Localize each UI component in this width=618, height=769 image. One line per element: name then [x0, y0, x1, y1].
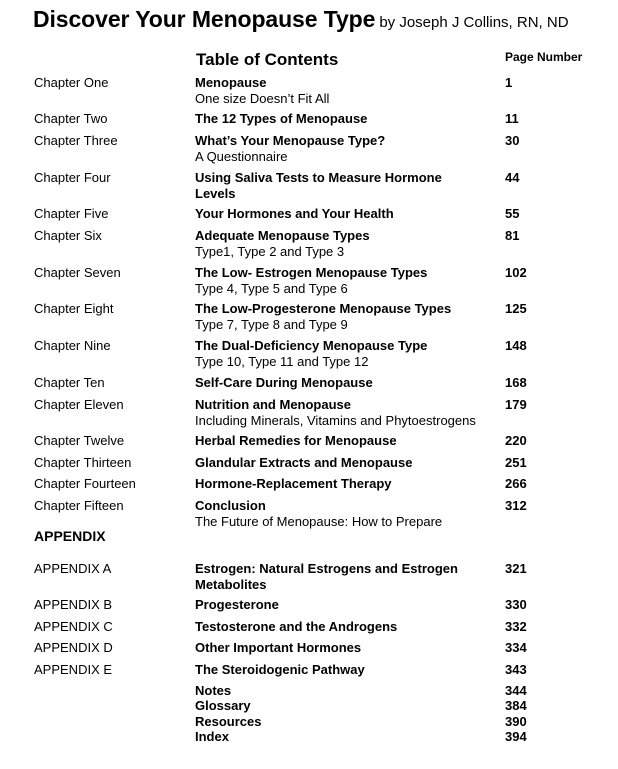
appendix-label: APPENDIX D	[34, 640, 113, 655]
appendix-label: APPENDIX C	[34, 619, 113, 634]
chapter-title: Glandular Extracts and Menopause	[195, 455, 413, 470]
appendix-entry	[195, 619, 490, 635]
chapter-entry	[195, 433, 490, 449]
chapter-page-number: 266	[505, 476, 527, 491]
document-title-line	[33, 6, 569, 33]
appendix-label: APPENDIX E	[34, 662, 113, 677]
chapter-subtitle: One size Doesn’t Fit All	[195, 90, 330, 106]
chapter-label: Chapter Twelve	[34, 433, 125, 448]
appendix-page-number: 334	[505, 640, 527, 655]
appendix-entry	[195, 561, 480, 592]
back-matter-page-number: 390	[505, 714, 527, 729]
chapter-label: Chapter Ten	[34, 375, 105, 390]
chapter-entry	[195, 206, 490, 222]
chapter-label: Chapter Fifteen	[34, 498, 124, 513]
chapter-entry	[195, 170, 465, 201]
chapter-label: Chapter Six	[34, 228, 102, 243]
chapter-title: What’s Your Menopause Type?	[195, 133, 386, 148]
back-matter-title: Notes	[195, 683, 232, 698]
back-matter-entry	[195, 729, 490, 744]
chapter-page-number: 1	[505, 75, 513, 90]
chapter-title: The Low-Progesterone Menopause Types	[195, 301, 452, 316]
chapter-subtitle: Type 10, Type 11 and Type 12	[195, 353, 369, 369]
back-matter-page-number: 384	[505, 698, 527, 713]
chapter-title: Self-Care During Menopause	[195, 375, 373, 390]
chapter-entry	[195, 338, 490, 369]
appendix-title: The Steroidogenic Pathway	[195, 662, 365, 677]
chapter-title: Menopause	[195, 75, 267, 90]
appendix-page-number: 321	[505, 561, 527, 576]
chapter-title: The Dual-Deficiency Menopause Type	[195, 338, 428, 353]
chapter-entry	[195, 228, 490, 259]
chapter-entry	[195, 498, 490, 529]
chapter-subtitle: Type 7, Type 8 and Type 9	[195, 316, 348, 332]
chapter-subtitle: Type 4, Type 5 and Type 6	[195, 280, 348, 296]
chapter-page-number: 312	[505, 498, 527, 513]
back-matter-entry	[195, 683, 490, 698]
chapter-entry	[195, 476, 490, 492]
chapter-title: Your Hormones and Your Health	[195, 206, 394, 221]
chapter-page-number: 55	[505, 206, 520, 221]
chapter-label: Chapter Four	[34, 170, 111, 185]
chapter-subtitle: Type1, Type 2 and Type 3	[195, 243, 345, 259]
chapter-entry	[195, 111, 490, 127]
chapter-page-number: 179	[505, 397, 527, 412]
chapter-title: Hormone-Replacement Therapy	[195, 476, 392, 491]
chapter-label: Chapter Eleven	[34, 397, 124, 412]
chapter-page-number: 220	[505, 433, 527, 448]
chapter-title: Herbal Remedies for Menopause	[195, 433, 397, 448]
back-matter-entry	[195, 698, 490, 713]
chapter-label: Chapter Seven	[34, 265, 121, 280]
chapter-page-number: 11	[505, 111, 519, 126]
back-matter-entry	[195, 714, 490, 729]
chapter-title: The 12 Types of Menopause	[195, 111, 368, 126]
chapter-subtitle: A Questionnaire	[195, 148, 288, 164]
appendix-page-number: 343	[505, 662, 527, 677]
chapter-label: Chapter Nine	[34, 338, 111, 353]
chapter-entry	[195, 455, 490, 471]
appendix-heading: APPENDIX	[34, 528, 106, 544]
chapter-label: Chapter Three	[34, 133, 118, 148]
chapter-page-number: 125	[505, 301, 527, 316]
appendix-page-number: 330	[505, 597, 527, 612]
chapter-page-number: 168	[505, 375, 527, 390]
appendix-title: Estrogen: Natural Estrogens and Estrogen Metabolites	[195, 561, 458, 592]
chapter-entry	[195, 133, 490, 164]
chapter-subtitle: Including Minerals, Vitamins and Phytoestrogens	[195, 412, 476, 428]
chapter-title: The Low- Estrogen Menopause Types	[195, 265, 428, 280]
back-matter-title: Index	[195, 729, 229, 744]
appendix-entry	[195, 662, 490, 678]
chapter-entry	[195, 301, 490, 332]
chapter-title: Using Saliva Tests to Measure Hormone Levels	[195, 170, 442, 201]
chapter-page-number: 30	[505, 133, 520, 148]
chapter-entry	[195, 265, 490, 296]
chapter-label: Chapter Two	[34, 111, 108, 126]
chapter-entry	[195, 75, 490, 106]
chapter-entry	[195, 375, 490, 391]
appendix-title: Testosterone and the Androgens	[195, 619, 398, 634]
chapter-label: Chapter Thirteen	[34, 455, 132, 470]
appendix-entry	[195, 640, 490, 656]
chapter-title: Nutrition and Menopause	[195, 397, 351, 412]
back-matter-title: Glossary	[195, 698, 251, 713]
document-byline: by Joseph J Collins, RN, ND	[379, 14, 569, 31]
chapter-label: Chapter Eight	[34, 301, 114, 316]
chapter-page-number: 251	[505, 455, 527, 470]
chapter-page-number: 148	[505, 338, 527, 353]
chapter-entry	[195, 397, 490, 428]
chapter-page-number: 102	[505, 265, 527, 280]
chapter-label: Chapter One	[34, 75, 109, 90]
document-title: Discover Your Menopause Type	[33, 6, 376, 32]
chapter-label: Chapter Fourteen	[34, 476, 136, 491]
page-number-heading: Page Number	[505, 50, 583, 64]
appendix-title: Other Important Hormones	[195, 640, 362, 655]
appendix-entry	[195, 597, 490, 613]
back-matter-title: Resources	[195, 714, 262, 729]
back-matter-page-number: 344	[505, 683, 527, 698]
appendix-title: Progesterone	[195, 597, 279, 612]
chapter-title: Adequate Menopause Types	[195, 228, 370, 243]
appendix-page-number: 332	[505, 619, 527, 634]
chapter-subtitle: The Future of Menopause: How to Prepare	[195, 513, 443, 529]
toc-heading: Table of Contents	[196, 50, 339, 69]
appendix-label: APPENDIX B	[34, 597, 113, 612]
back-matter-page-number: 394	[505, 729, 527, 744]
chapter-label: Chapter Five	[34, 206, 109, 221]
appendix-label: APPENDIX A	[34, 561, 112, 576]
chapter-page-number: 44	[505, 170, 520, 185]
chapter-page-number: 81	[505, 228, 520, 243]
chapter-title: Conclusion	[195, 498, 266, 513]
